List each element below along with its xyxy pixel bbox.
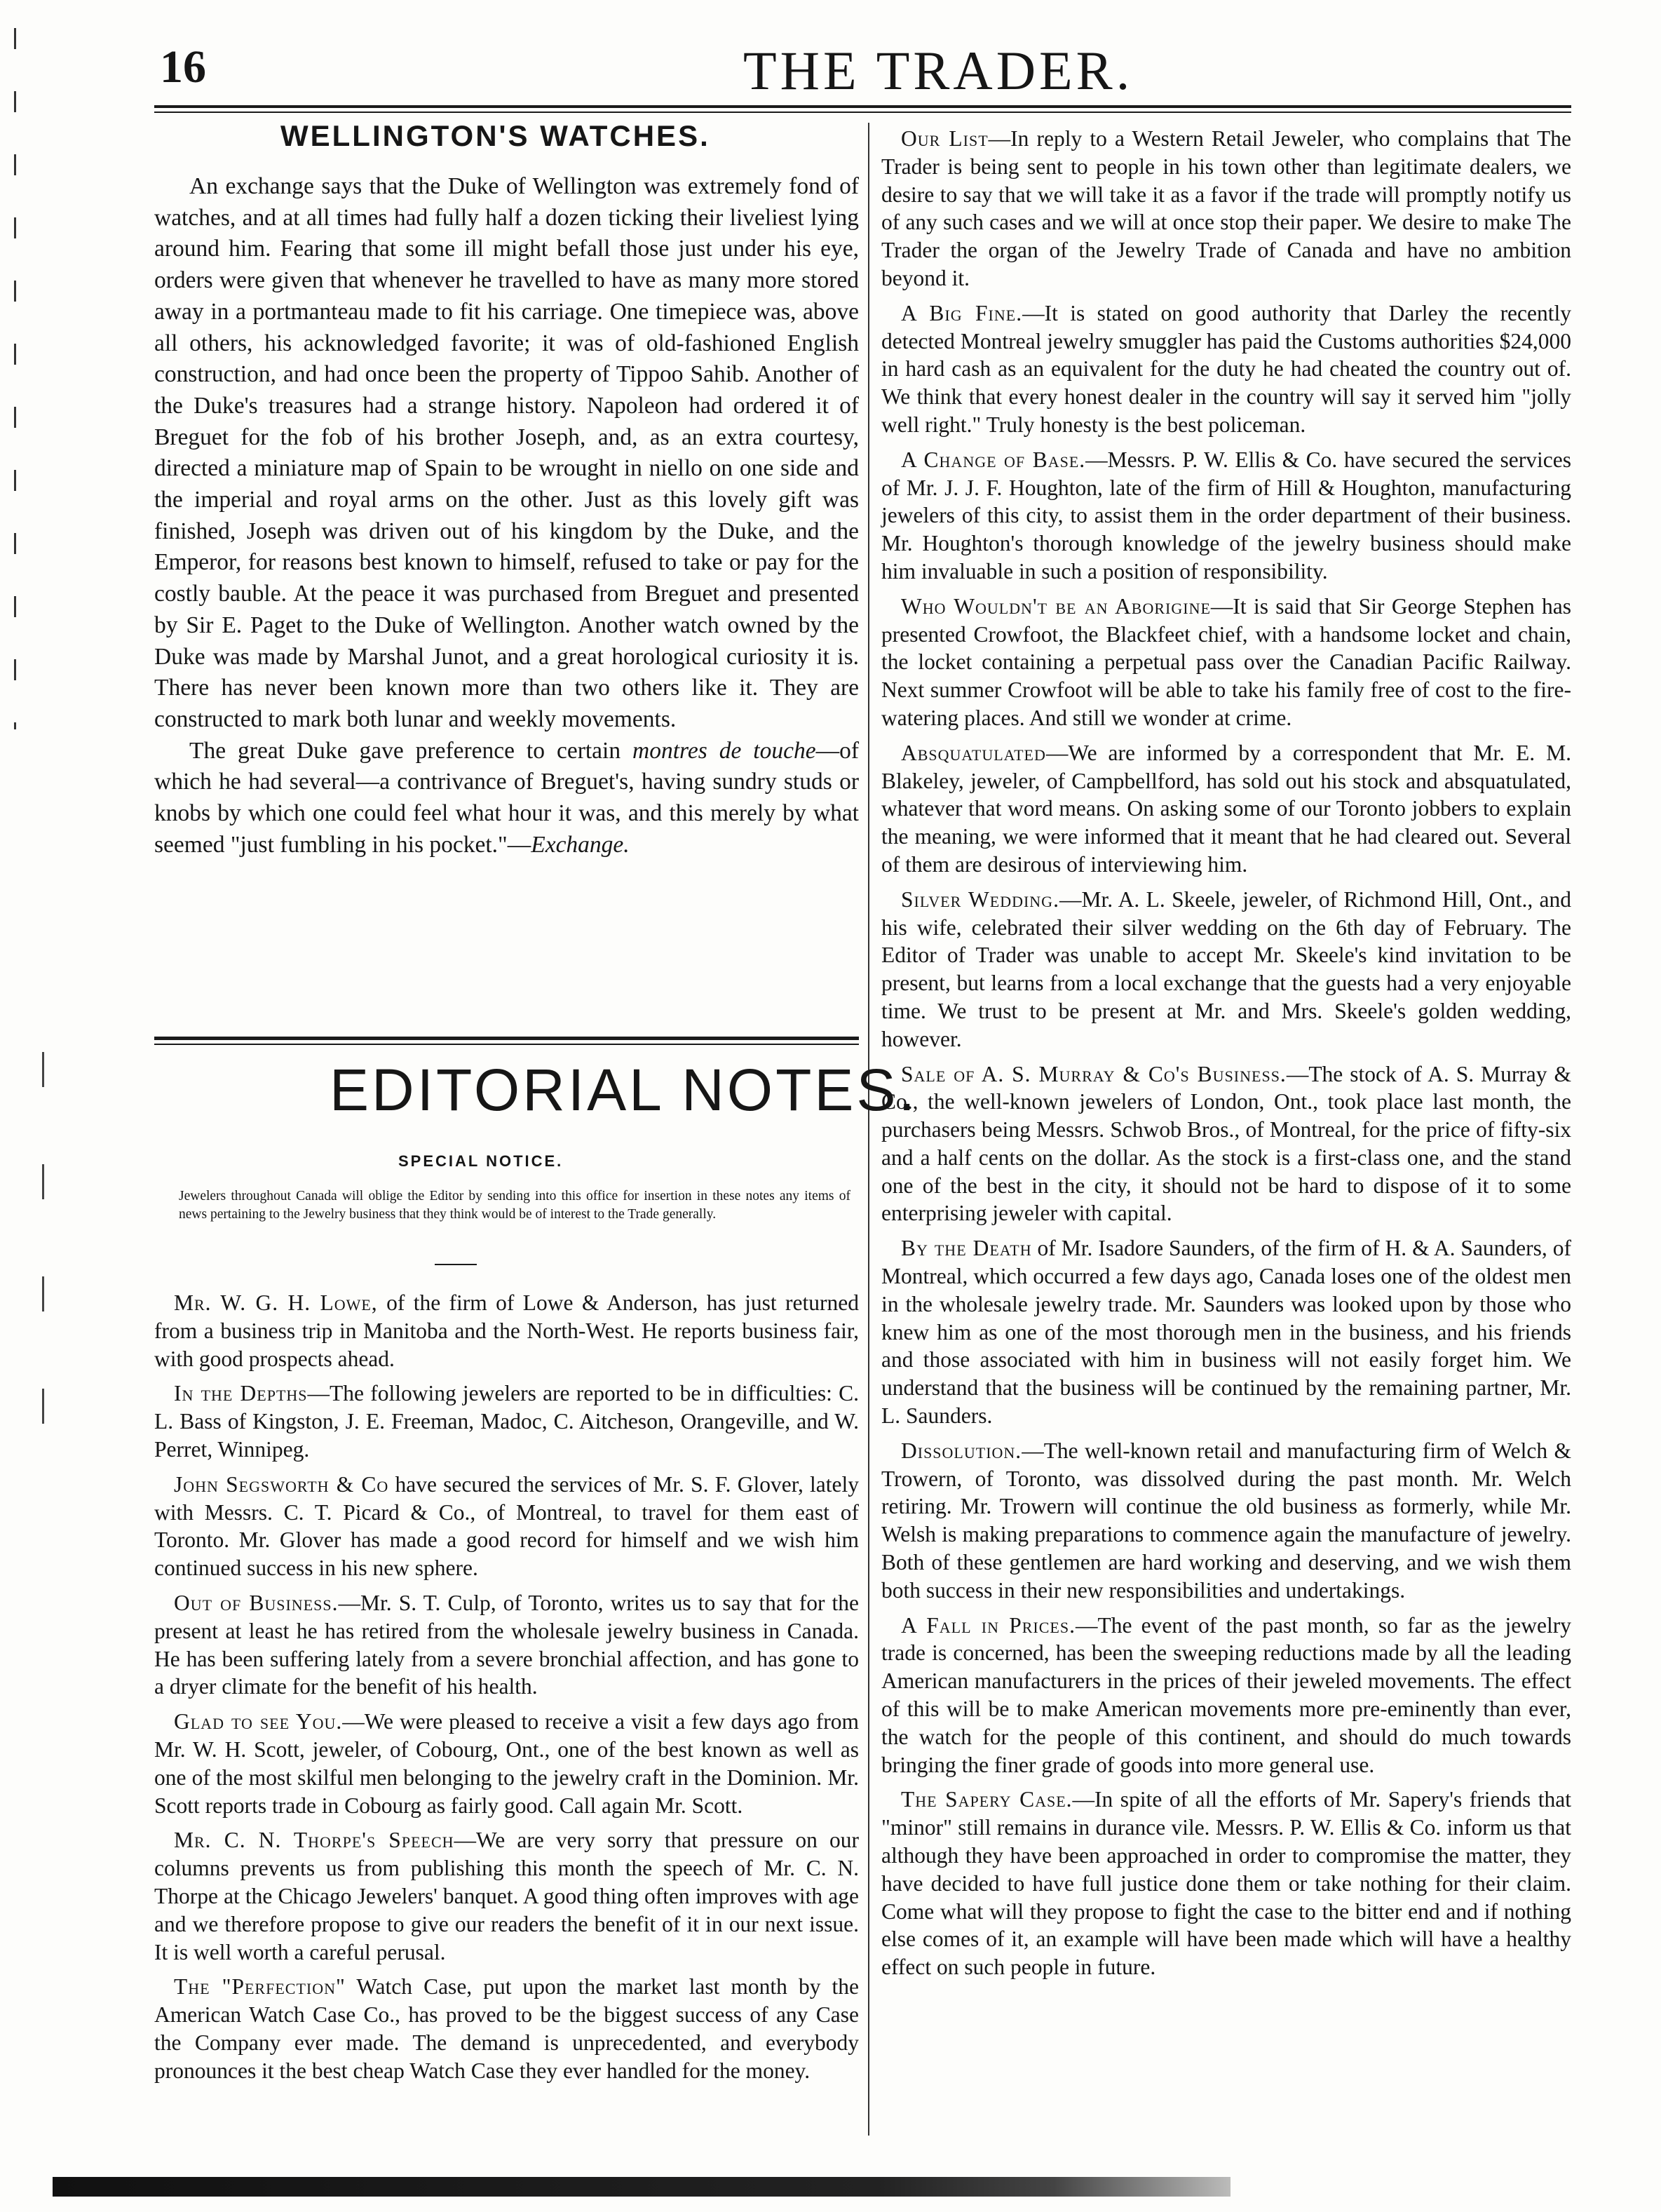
header-rule-top — [154, 105, 1571, 108]
note-text: —In spite of all the efforts of Mr. Sapery's friends that "minor" still remains in durance vile. Messrs. P. W. Ellis & Co. inform us that although they have been approached in order to compromise the matter, they have decided to have full justice done them or take nothing for their claim. Come what will they propose to fight the case to the bitter end and if nothing else comes of it, an example will have been made which will have a healthy effect on such people in future. — [881, 1787, 1571, 1980]
special-notice-title: SPECIAL NOTICE. — [398, 1152, 564, 1170]
note-out-of-business — [154, 1589, 859, 1701]
editorial-notes-title: EDITORIAL NOTES. — [330, 1057, 918, 1123]
wellington-paragraph-2 — [154, 736, 859, 861]
note-text: —The well-known retail and manufacturing firm of Welch & Trowern, of Toronto, was dissolved during the past month. Mr. Welch retiring. Mr. Trowern will continue the old business as formerly, while Mr. Welsh is making preparations to commence again the manufacture of jewelry. Both of these gentlemen are hard working and deserving, and we wish them both success in their new responsibilities and undertakings. — [881, 1438, 1571, 1603]
note-our-list — [881, 125, 1571, 292]
wellington-title: WELLINGTON'S WATCHES. — [280, 119, 710, 152]
note-head: A Big Fine. — [901, 300, 1023, 325]
note-text: —Mr. S. T. Culp, of Toronto, writes us to say that for the present at least he has retired from the wholesale jewelry business in Canada. He has been suffering lately from a severe bronchial affection, and has gone to a dryer climate for the benefit of his health. — [154, 1590, 859, 1699]
wellington-p2-text-a: The great Duke gave preference to certain — [189, 737, 633, 764]
note-big-fine — [881, 299, 1571, 439]
section-divider-thick — [154, 1037, 859, 1040]
note-head: Who Wouldn't be an Aborigine — [901, 593, 1211, 619]
wellington-source: Exchange. — [531, 831, 630, 858]
note-perfection-case — [154, 1973, 859, 2084]
section-divider-thin — [154, 1044, 859, 1045]
wellington-article — [154, 171, 859, 861]
notice-divider — [435, 1264, 477, 1265]
note-text: —It is said that Sir George Stephen has presented Crowfoot, the Blackfeet chief, with a handsome locket and chain, the locket containing a perpetual pass over the Canadian Pacific Railway. Next summer Crowfoot will be able to take his family free of cost to the fire-watering places. And still we wonder at crime. — [881, 593, 1572, 730]
note-head: A Change of Base. — [901, 447, 1086, 472]
wellington-paragraph-1: An exchange says that the Duke of Wellington was extremely fond of watches, and at all times had fully half a dozen ticking their liveliest lying around him. Fearing that some ill might befall those just under his eye, orders were given that whenever he travelled to have as many more stored away in a portmanteau made to fit his carriage. One timepiece was, above all others, his acknowledged favorite; it was of old-fashioned English construction, and had once been the property of Tippoo Sahib. Another of the Duke's treasures had a strange history. Napoleon had ordered it of Breguet for the fob of his brother Joseph, and, as an extra courtesy, directed a miniature map of Spain to be wrought in niello on one side and the imperial and royal arms on the other. Just as this lovely gift was finished, Joseph was driven out of his kingdom by the Duke, and the Emperor, for reasons best known to himself, refused to take or pay for the costly bauble. At the peace it was purchased from Breguet and presented by Sir E. Paget to the Duke of Wellington. Another watch owned by the Duke was made by Marshal Junot, and a great horological curiosity it is. There has never been known more than two others like it. They are constructed to mark both lunar and weekly movements. — [154, 173, 859, 732]
note-head: The Sapery Case. — [901, 1787, 1073, 1812]
note-head: Absquatulated — [901, 740, 1046, 765]
note-head: John Segsworth & Co — [174, 1471, 389, 1497]
note-text: —In reply to a Western Retail Jeweler, who complains that The Trader is being sent to people in his town other than legitimate dealers, we desire to say that we will take it as a favor if the trade will promptly notify us of any such cases and we will at once stop their paper. We desire to make The Trader the organ of the Jewelry Trade of Canada and have no ambition beyond it. — [881, 126, 1571, 290]
scan-edge-bar — [53, 2177, 1231, 2197]
note-head: A Fall in Prices. — [901, 1612, 1076, 1638]
note-text: —Mr. A. L. Skeele, jeweler, of Richmond Hill, Ont., and his wife, celebrated their silver wedding on the 6th day of February. The Editor of Trader was unable to accept Mr. Skeele's kind invitation to be present, but learns from a local exchange that the guests had a very enjoyable time. We trust to be present at Mr. and Mrs. Skeele's golden wedding, however. — [881, 886, 1571, 1051]
note-saunders-death — [881, 1234, 1571, 1430]
editorial-notes-left — [154, 1289, 859, 2092]
note-head: Silver Wedding. — [901, 886, 1059, 912]
note-head: Mr. C. N. Thorpe's Speech — [174, 1828, 454, 1853]
scan-edge-left-lower — [42, 1052, 44, 1473]
note-in-the-depths — [154, 1380, 859, 1463]
scan-edge-left — [14, 28, 16, 729]
note-silver-wedding — [881, 886, 1571, 1053]
note-fall-in-prices — [881, 1612, 1571, 1779]
wellington-p2-text-b: —of which he had several—a contrivance of Breguet's, having sundry studs or knobs by which one could feel what hour it was, and this merely by what seemed "just fumbling in his pocket."— — [154, 737, 859, 858]
note-head: By the Death — [901, 1236, 1032, 1261]
note-head: Our List — [901, 126, 989, 151]
note-head: In the Depths — [174, 1381, 308, 1406]
note-change-of-base — [881, 446, 1571, 586]
note-text: —We were pleased to receive a visit a few days ago from Mr. W. H. Scott, jeweler, of Cobourg, Ont., one of the best known as well as one of the most skilful men belonging to the jewelry craft in the Dominion. Mr. Scott reports trade in Cobourg as fairly good. Call again Mr. Scott. — [154, 1709, 859, 1818]
note-head: Dissolution. — [901, 1438, 1022, 1463]
note-glad-to-see-you — [154, 1708, 859, 1819]
page-number: 16 — [160, 41, 206, 93]
note-murray-sale — [881, 1060, 1571, 1228]
note-text: have secured the services of Mr. S. F. Glover, lately with Messrs. C. T. Picard & Co., of Montreal, to travel for them east of Toronto. Mr. Glover has made a good record for himself and we wish him continued success in his new sphere. — [154, 1471, 859, 1581]
note-head: Sale of A. S. Murray & Co's Business. — [901, 1061, 1287, 1086]
note-text: of the firm of Lowe & Anderson, has just returned from a business trip in Manitoba and the North-West. He reports business fair, with good prospects ahead. — [154, 1290, 859, 1371]
note-sapery-case — [881, 1786, 1571, 1981]
note-text: —The stock of A. S. Murray & Co., the well-known jewelers of London, Ont., took place last month, the purchasers being Messrs. Schwob Bros., of Montreal, for the price of fifty-six and a half cents on the dollar. As the stock is a first-class one, and the stand one of the best in the city, it should not be hard to dispose of it to some enterprising jeweler with capital. — [881, 1061, 1571, 1226]
note-head: The "Perfection" — [174, 1974, 346, 1999]
note-head: Out of Business. — [174, 1590, 339, 1615]
editorial-notes-right — [881, 125, 1571, 1988]
note-text: —The following jewelers are reported to be in difficulties: C. L. Bass of Kingston, J. E. Freeman, Madoc, C. Aitcheson, Orangeville, and W. Perret, Winnipeg. — [154, 1381, 859, 1462]
masthead-title: THE TRADER. — [743, 40, 1134, 101]
note-head: Mr. W. G. H. Lowe, — [174, 1290, 378, 1315]
note-aborigine — [881, 593, 1571, 732]
note-thorpe-speech — [154, 1826, 859, 1966]
note-segsworth — [154, 1471, 859, 1582]
note-text: of Mr. Isadore Saunders, of the firm of H. & A. Saunders, of Montreal, which occurred a few days ago, Canada loses one of the oldest men in the wholesale jewelry trade. Mr. Saunders was looked upon by those who knew him as one of the most thorough men in the business, and his friends and those associated with him in business will not easily forget him. We understand that the business will be continued by the remaining partner, Mr. L. Saunders. — [881, 1236, 1571, 1429]
note-absquatulated — [881, 739, 1571, 879]
wellington-p2-italic: montres de touche — [632, 737, 816, 764]
special-notice-text: Jewelers throughout Canada will oblige the Editor by sending into this office for insertion in these notes any items of news pertaining to the Jewelry business that they think would be of interest to the Trade generally. — [179, 1189, 850, 1222]
note-head: Glad to see You. — [174, 1709, 343, 1734]
note-text: —It is stated on good authority that Darley the recently detected Montreal jewelry smuggler has paid the Customs authorities $24,000 in hard cash as an equivalent for the duty he had cheated the country out of. We think that every honest dealer in the country will say it served him "jolly well right." Truly honesty is the best policeman. — [881, 300, 1572, 437]
note-text: —We are informed by a correspondent that Mr. E. M. Blakeley, jeweler, of Campbellford, has sold out his stock and absquatulated, whatever that word means. On asking some of our Toronto jobbers to explain the meaning, we were informed that it meant that he had cleared out. Several of them are desirous of interviewing him. — [881, 740, 1571, 877]
note-text: —Messrs. P. W. Ellis & Co. have secured the services of Mr. J. J. F. Houghton, late of the firm of Hill & Houghton, manufacturing jewelers of this city, to assist them in the order department of their business. Mr. Houghton's thorough knowledge of the jewelry business should make him invaluable in such a position of responsibility. — [881, 447, 1571, 584]
note-lowe — [154, 1289, 859, 1373]
column-divider — [868, 123, 869, 2136]
note-text: Watch Case, put upon the market last month by the American Watch Case Co., has proved to be the biggest success of any Case the Company ever made. The demand is unprecedented, and everybody pronounces it the best cheap Watch Case they ever handled for the money. — [154, 1974, 859, 2083]
header-rule-bottom — [154, 112, 1571, 113]
note-dissolution — [881, 1437, 1571, 1605]
note-text: —The event of the past month, so far as the jewelry trade is concerned, has been the sweeping reductions made by all the leading American manufacturers in the prices of their jeweled movements. The effect of this will be to make American movements more pre-eminently than ever, the watch for the people of this continent, and should do much towards bringing the finer grade of goods into more general use. — [881, 1612, 1571, 1777]
note-text: —We are very sorry that pressure on our columns prevents us from publishing this month the speech of Mr. C. N. Thorpe at the Chicago Jewelers' banquet. A good thing often improves with age and we therefore propose to give our readers the benefit of it in our next issue. It is well worth a careful perusal. — [154, 1828, 859, 1964]
